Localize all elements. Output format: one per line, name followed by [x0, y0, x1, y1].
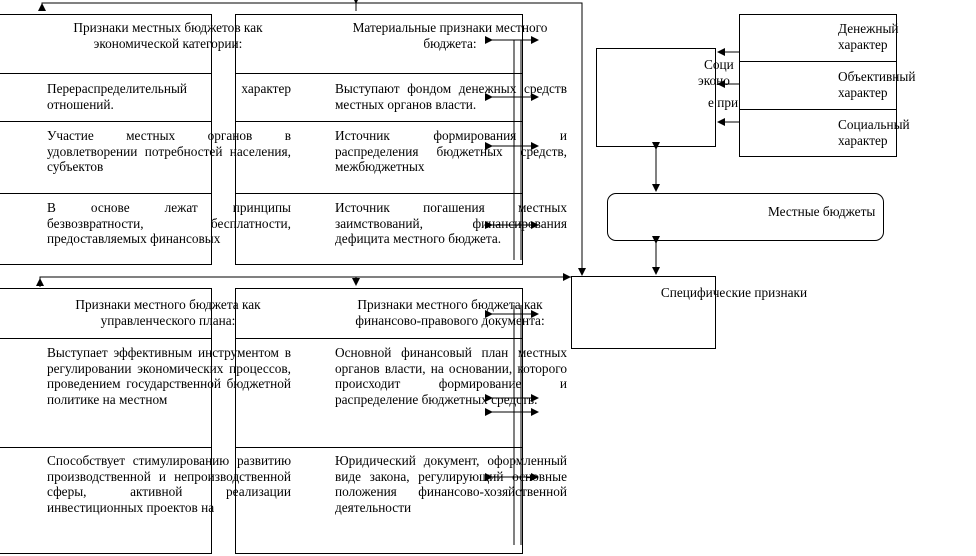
economic-category-header: Признаки местных бюджетов как экономической категории: [73, 20, 263, 51]
divider [236, 121, 522, 122]
legal-feature-1: Основной финансовый план местных органов власти, на основании, которого происходит формирование и распределение бюджетных средств. [335, 345, 567, 407]
legal-feature-2: Юридический документ, оформленный виде закона, регулирующий основные положения финансово-хозяйственной деятельности [335, 453, 567, 515]
material-feature-2: Источник формирования и распределения бюджетных средств, межбюджетных [335, 128, 567, 174]
divider [236, 193, 522, 194]
divider [0, 447, 212, 448]
economic-feature-2: Участие местных органов в удовлетворении потребностей населения, субъектов [47, 128, 291, 174]
divider [236, 338, 522, 339]
economic-feature-3: В основе лежат принципы безвозвратности, бесплатности, предоставляемых финансовых [47, 200, 291, 246]
management-feature-2: Способствует стимулированию развитию производственной и непроизводственной сферы, активной реализации инвестиционных проектов на [47, 453, 291, 515]
monetary-character: Денежный характер [838, 21, 899, 52]
divider [236, 447, 522, 448]
divider [0, 193, 212, 194]
objective-character: Объективный характер [838, 69, 916, 100]
management-plan-header: Признаки местного бюджета как управленческого плана: [75, 297, 261, 328]
management-feature-1: Выступает эффективным инструментом в регулировании экономических процессов, проведением государственной бюджетной политике на местном [47, 345, 291, 407]
socio-economic-line-1: Соци [704, 57, 734, 72]
divider [0, 338, 212, 339]
socio-economic-line-2: эконо [698, 73, 730, 88]
local-budgets-label: Местные бюджеты [768, 204, 876, 219]
divider [0, 121, 212, 122]
specific-features-label: Специфические признаки [660, 285, 808, 300]
social-character: Социальный характер [838, 117, 910, 148]
material-features-header: Материальные признаки местного бюджета: [352, 20, 548, 51]
legal-document-header: Признаки местного бюджета как финансово-правового документа: [355, 297, 545, 328]
divider [740, 61, 896, 62]
economic-feature-1: Перераспределительный характер отношений. [47, 81, 291, 112]
bottom-connector-line [40, 277, 571, 287]
divider [236, 73, 522, 74]
material-feature-3: Источник погашения местных заимствований, финансирования дефицита местного бюджета. [335, 200, 567, 246]
socio-economic-line-3: е при [708, 95, 739, 110]
socio-economic-box [596, 48, 716, 147]
material-feature-1: Выступают фондом денежных средств местных органов власти. [335, 81, 567, 112]
divider [0, 73, 212, 74]
divider [740, 109, 896, 110]
